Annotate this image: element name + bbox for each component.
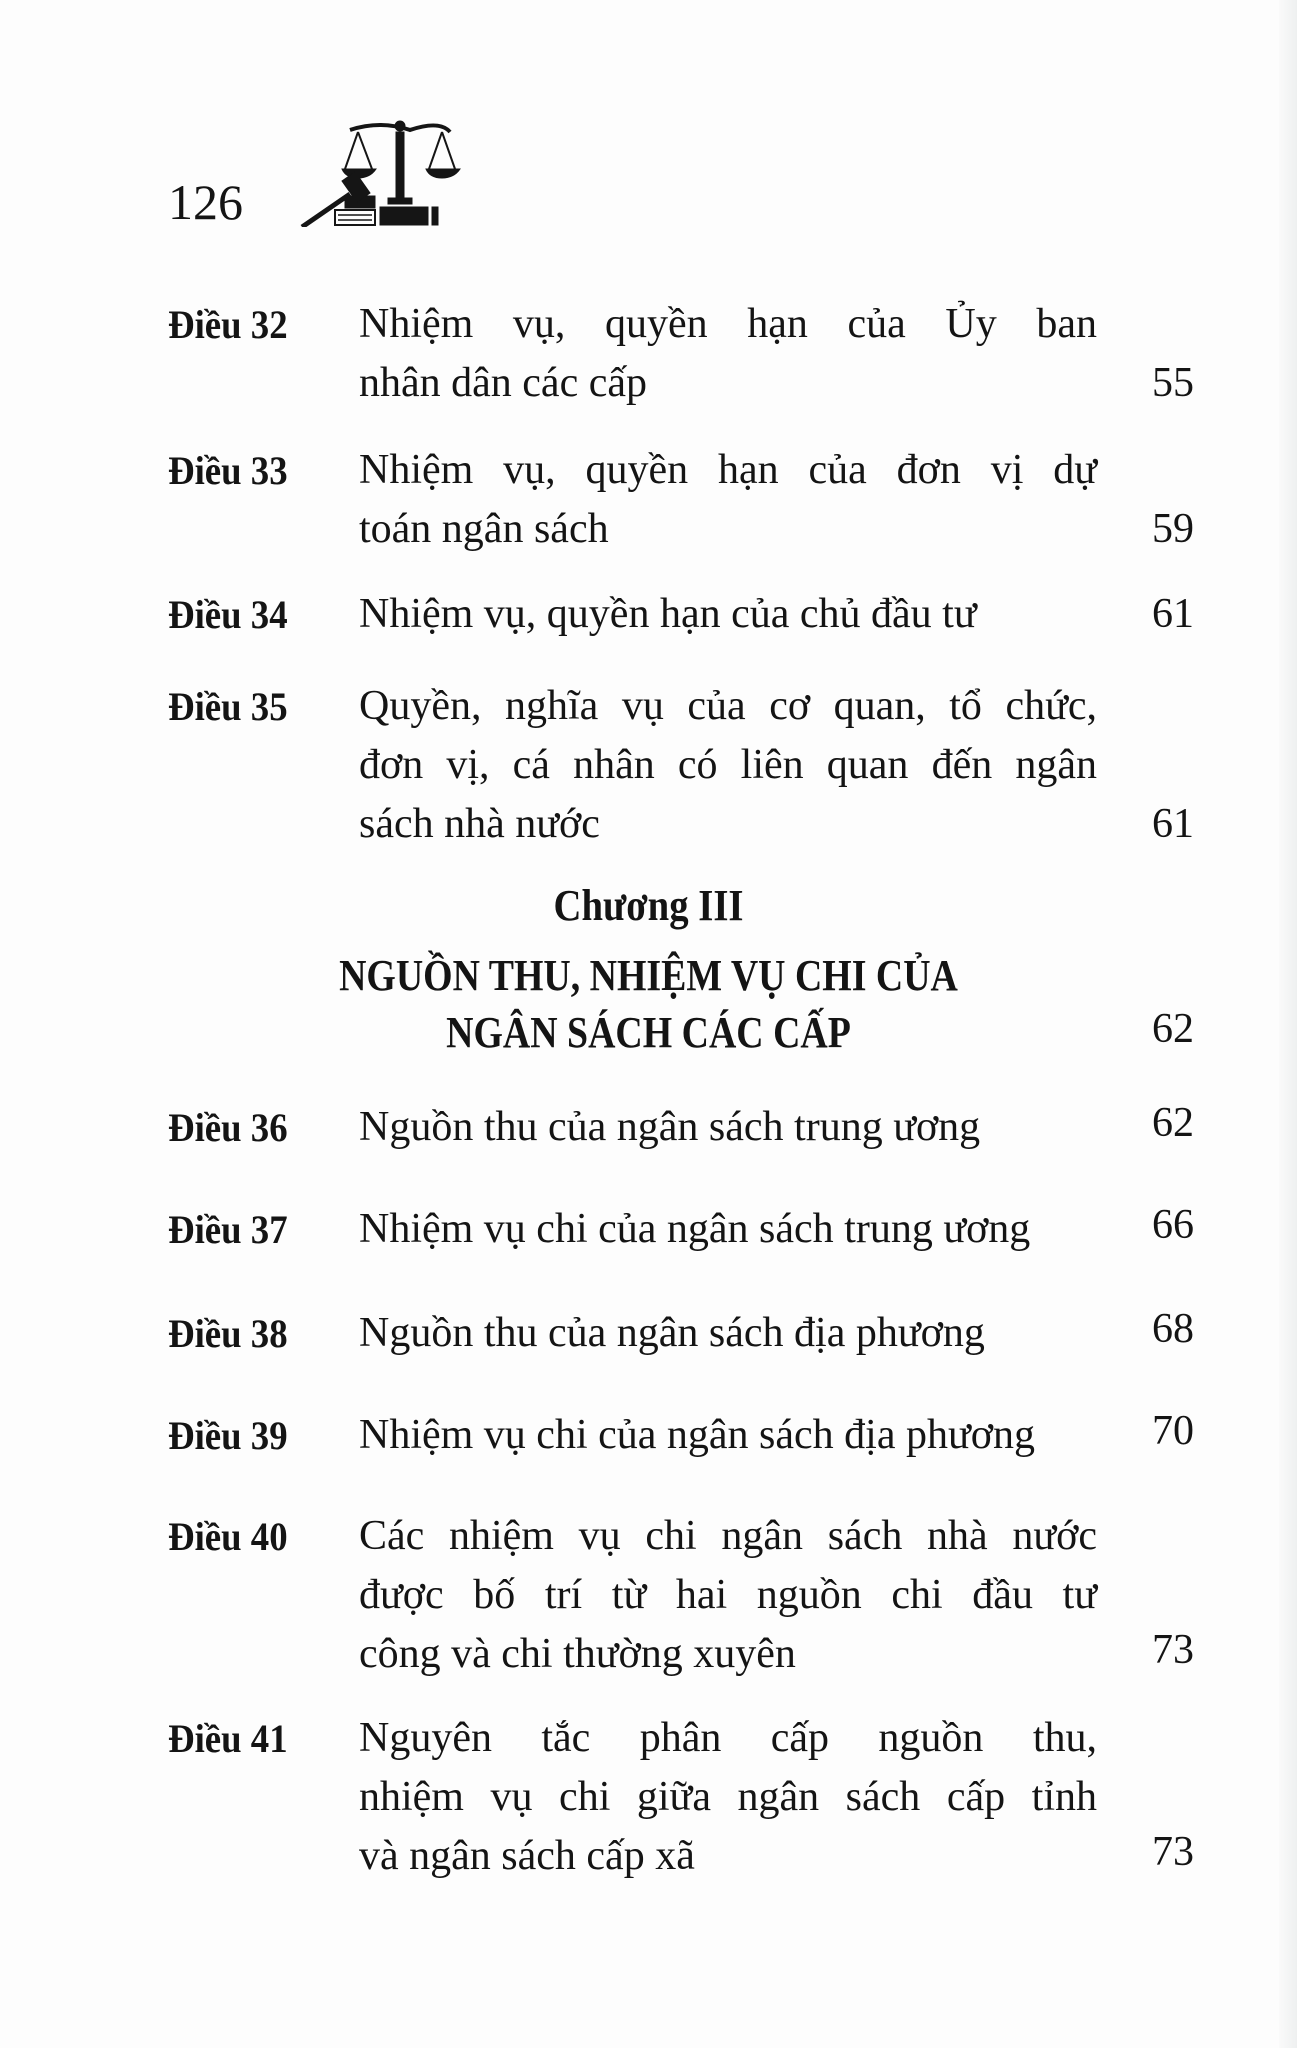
article-title bbox=[359, 1709, 1097, 1886]
title-line: Nhiệm vụ, quyền hạn của đơn vị dự bbox=[359, 447, 1097, 493]
article-title bbox=[359, 1406, 1097, 1465]
article-label: Điều 33 bbox=[168, 448, 288, 493]
page-ref: 66 bbox=[1152, 1202, 1194, 1248]
page-ref: 62 bbox=[1152, 1100, 1194, 1146]
title-line: và ngân sách cấp xã bbox=[359, 1833, 695, 1879]
page-ref: 73 bbox=[1152, 1627, 1194, 1673]
page-ref: 61 bbox=[1152, 591, 1194, 637]
page-ref: 73 bbox=[1152, 1829, 1194, 1875]
title-line: Nguồn thu của ngân sách địa phương bbox=[359, 1310, 985, 1356]
article-title bbox=[359, 441, 1097, 559]
article-title bbox=[359, 1507, 1097, 1684]
title-line: Nhiệm vụ, quyền hạn của Ủy ban bbox=[359, 301, 1097, 347]
article-label: Điều 40 bbox=[168, 1514, 288, 1559]
title-line: Nguyên tắc phân cấp nguồn thu, bbox=[359, 1715, 1097, 1761]
title-line: toán ngân sách bbox=[359, 506, 609, 552]
article-title bbox=[359, 585, 1097, 644]
article-label: Điều 41 bbox=[168, 1716, 288, 1761]
page-ref: 59 bbox=[1152, 506, 1194, 552]
article-title bbox=[359, 1304, 1097, 1363]
article-title bbox=[359, 677, 1097, 854]
chapter-title-line: NGUỒN THU, NHIỆM VỤ CHI CỦA bbox=[339, 951, 958, 1000]
article-label: Điều 36 bbox=[168, 1105, 288, 1150]
page-ref: 55 bbox=[1152, 360, 1194, 406]
article-label: Điều 35 bbox=[168, 684, 288, 729]
title-line: nhân dân các cấp bbox=[359, 360, 647, 406]
title-line: Nguồn thu của ngân sách trung ương bbox=[359, 1104, 981, 1150]
title-line: công và chi thường xuyên bbox=[359, 1631, 796, 1677]
title-line: Quyền, nghĩa vụ của cơ quan, tổ chức, bbox=[359, 683, 1097, 729]
article-label: Điều 32 bbox=[168, 302, 288, 347]
title-line: Các nhiệm vụ chi ngân sách nhà nước bbox=[359, 1513, 1097, 1559]
page-edge bbox=[1279, 0, 1297, 2048]
title-line: sách nhà nước bbox=[359, 801, 600, 847]
article-label: Điều 38 bbox=[168, 1311, 288, 1356]
page-ref: 70 bbox=[1152, 1408, 1194, 1454]
title-line: đơn vị, cá nhân có liên quan đến ngân bbox=[359, 742, 1097, 788]
article-label: Điều 39 bbox=[168, 1413, 288, 1458]
title-line: Nhiệm vụ, quyền hạn của chủ đầu tư bbox=[359, 591, 977, 637]
chapter-label: Chương III bbox=[553, 881, 744, 930]
title-line: được bố trí từ hai nguồn chi đầu tư bbox=[359, 1572, 1097, 1618]
title-line: Nhiệm vụ chi của ngân sách trung ương bbox=[359, 1206, 1031, 1252]
article-title bbox=[359, 295, 1097, 413]
article-title bbox=[359, 1098, 1097, 1157]
article-label: Điều 37 bbox=[168, 1207, 288, 1252]
page-ref: 62 bbox=[1152, 1006, 1194, 1052]
article-title bbox=[359, 1200, 1097, 1259]
article-label: Điều 34 bbox=[168, 592, 288, 637]
title-line: Nhiệm vụ chi của ngân sách địa phương bbox=[359, 1412, 1035, 1458]
scales-of-justice-gavel-icon bbox=[290, 112, 470, 227]
page-ref: 68 bbox=[1152, 1306, 1194, 1352]
page-number: 126 bbox=[168, 174, 243, 230]
chapter-title-line: NGÂN SÁCH CÁC CẤP bbox=[446, 1008, 851, 1057]
page-ref: 61 bbox=[1152, 801, 1194, 847]
title-line: nhiệm vụ chi giữa ngân sách cấp tỉnh bbox=[359, 1774, 1097, 1820]
